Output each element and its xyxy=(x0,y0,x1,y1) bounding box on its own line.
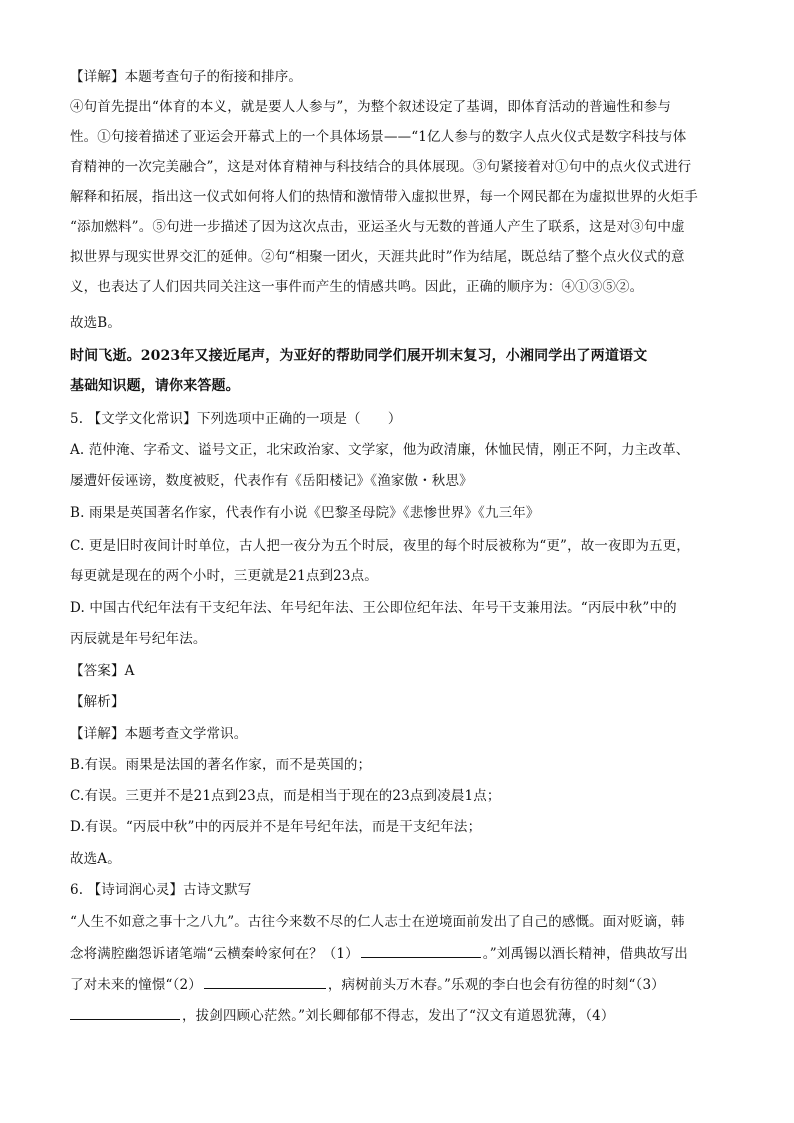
poetry-paragraph-line xyxy=(70,1005,615,1025)
paragraph-line: 解释和拓展，指出这一仪式如何将人们的热情和激情带入虚拟世界，每一个网民都在为虚拟世界的火炬手 xyxy=(70,189,698,205)
question-5-stem: 5. 【文学文化常识】下列选项中正确的一项是（ ） xyxy=(70,411,402,427)
detail-heading-2: 【详解】本题考查文学常识。 xyxy=(70,726,248,742)
detail-heading-1: 【详解】本题考查句子的衔接和排序。 xyxy=(70,69,303,85)
fill-blank-1[interactable] xyxy=(361,943,481,958)
explanation-line: C.有误。三更并不是21点到23点，而是相当于现在的23点到凌晨1点； xyxy=(70,788,501,804)
paragraph-line: 义，也表达了人们因共同关注这一事件而产生的情感共鸣。因此，正确的顺序为：④①③⑤②。 xyxy=(70,279,644,295)
option-b-line: B. 雨果是英国著名作家，代表作有小说《巴黎圣母院》《悲惨世界》《九三年》 xyxy=(70,505,540,521)
paragraph-line: ④句首先提出“体育的本义，就是要人人参与”，为整个叙述设定了基调，即体育活动的普遍性和参与 xyxy=(70,99,672,115)
poetry-text: 念将满腔幽怨诉诸笔端“云横秦岭家何在？（1） xyxy=(70,946,359,962)
question-6-stem: 6. 【诗词润心灵】古诗文默写 xyxy=(70,882,252,898)
poetry-text: 了对未来的憧憬“（2） xyxy=(70,977,202,993)
explanation-line: B.有误。雨果是法国的著名作家，而不是英国的； xyxy=(70,757,372,773)
poetry-paragraph-line: “人生不如意之事十之八九”。古往今来数不尽的仁人志士在逆境面前发出了自己的感慨。面对贬谪，韩 xyxy=(70,914,685,930)
paragraph-line: 育精神的一次完美融合”，这是对体育精神与科技结合的具体展现。③句紧接着对①句中的点火仪式进行 xyxy=(70,159,692,175)
paragraph-line: 拟世界与现实世界交汇的延伸。②句“相聚一团火，天涯共此时”作为结尾，既总结了整个点火仪式的意 xyxy=(70,249,685,265)
option-a-line: A. 范仲淹、字希文、谥号文正，北宋政治家、文学家，他为政清廉，休恤民情，刚正不阿，力主改革、 xyxy=(70,442,690,458)
poetry-text: ，病树前头万木春。”乐观的李白也会有彷徨的时刻“（3） xyxy=(327,977,665,993)
answer-label: 【答案】A xyxy=(70,663,135,679)
option-a-line: 屡遭奸佞诬谤，数度被贬，代表作有《岳阳楼记》《渔家傲・秋思》 xyxy=(70,473,473,489)
answer-choice-line: 故选A。 xyxy=(70,851,121,867)
analysis-label: 【解析】 xyxy=(70,694,125,710)
poetry-text: 。”刘禹锡以酒长精神，借典故写出 xyxy=(482,946,688,962)
paragraph-line: “添加燃料”。⑤句进一步描述了因为这次点击，亚运圣火与无数的普通人产生了联系，这是对③句中虚 xyxy=(70,219,685,235)
option-d-line: 丙辰就是年号纪年法。 xyxy=(70,631,207,647)
section-intro-line: 时间飞逝。2023年又接近尾声，为亚好的帮助同学们展开圳末复习，小湘同学出了两道语文 xyxy=(70,348,648,364)
fill-blank-2[interactable] xyxy=(204,974,326,989)
fill-blank-3[interactable] xyxy=(70,1005,180,1020)
explanation-line: D.有误。“丙辰中秋”中的丙辰并不是年号纪年法，而是干支纪年法； xyxy=(70,819,482,835)
poetry-paragraph-line xyxy=(70,974,665,994)
answer-choice-line: 故选B。 xyxy=(70,315,122,331)
option-c-line: 每更就是现在的两个小时，三更就是21点到23点。 xyxy=(70,568,378,584)
option-c-line: C. 更是旧时夜间计时单位，古人把一夜分为五个时辰，夜里的每个时辰被称为“更”，故一夜即为五更， xyxy=(70,538,690,554)
paragraph-line: 性。①句接着描述了亚运会开幕式上的一个具体场景——“1亿人参与的数字人点火仪式是数字科技与体 xyxy=(70,129,687,145)
poetry-paragraph-line xyxy=(70,943,688,963)
poetry-text: ，拔剑四顾心茫然。”刘长卿郁郁不得志，发出了“汉文有道恩犹薄，（4） xyxy=(182,1008,615,1024)
section-intro-line: 基础知识题，请你来答题。 xyxy=(70,378,240,394)
option-d-line: D. 中国古代纪年法有干支纪年法、年号纪年法、王公即位纪年法、年号干支兼用法。“丙辰中秋”中的 xyxy=(70,600,677,616)
